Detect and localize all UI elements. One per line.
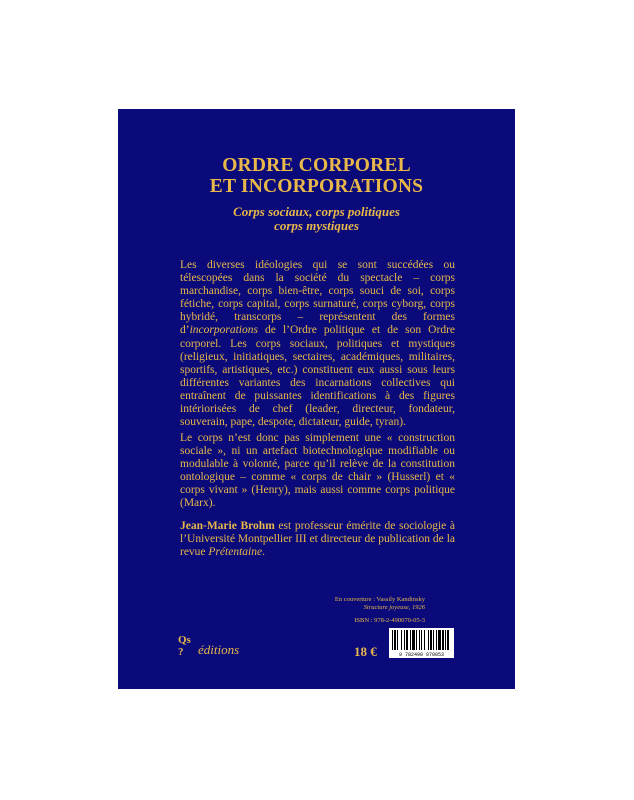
title-line-2: ET INCORPORATIONS (209, 176, 424, 197)
book-title (118, 155, 515, 197)
barcode (389, 628, 454, 658)
blurb-paragraph-2: Le corps n’est donc pas simplement une « construction sociale », ni un artefact biotechnologique modifiable ou modulable à volonté, parce qu’il relève de la constitution ontologique – comme « corps de chair » (Husserl) et « corps vivant » (Henry), mais aussi comme corps politique (Marx). (180, 432, 455, 510)
author-name: Jean-Marie Brohm (180, 520, 275, 532)
author-bio: Jean-Marie Brohm est professeur émérite de sociologie à l’Université Montpellier III et directeur de publication de la revue Prétentaine. (180, 520, 455, 559)
barcode-number: 9 782490 070053 (398, 652, 444, 658)
price: 18 € (354, 644, 377, 659)
book-subtitle (118, 205, 515, 233)
publisher-name: éditions (198, 642, 240, 657)
blurb-paragraph-1: Les diverses idéologies qui se sont succédées ou télescopées dans la société du spectacle – corps marchandise, corps bien-être, corps souci de soi, corps fétiche, corps capital, corps surnaturé, corps cyborg, corps hybridé, transcorps – représentent des formes d’incorporations de l’Ordre politique et de son Ordre corporel. Les corps sociaux, politiques et mystiques (religieux, initiatiques, sectaires, académiques, militaires, sportifs, artistiques, etc.) constituent eux aussi sous leurs différentes variantes des incarnations collectives qui entraînent de puissantes identifications à des figures intériorisées de chef (leader, directeur, fondateur, souverain, pape, despote, dictateur, guide, tyran). (180, 259, 455, 429)
back-cover (118, 109, 515, 689)
subtitle-line-2: corps mystiques (274, 218, 359, 233)
publisher-logo: Qs ? (178, 634, 191, 658)
isbn: ISBN : 978-2-490070-05-3 (354, 617, 425, 624)
subtitle-line-1: Corps sociaux, corps politiques (233, 204, 400, 219)
cover-credit: En couverture : Vassily Kandinsky Structure joyeuse, 1926 (334, 596, 425, 611)
barcode-bars (389, 628, 454, 652)
title-line-1: ORDRE CORPOREL (222, 155, 411, 176)
